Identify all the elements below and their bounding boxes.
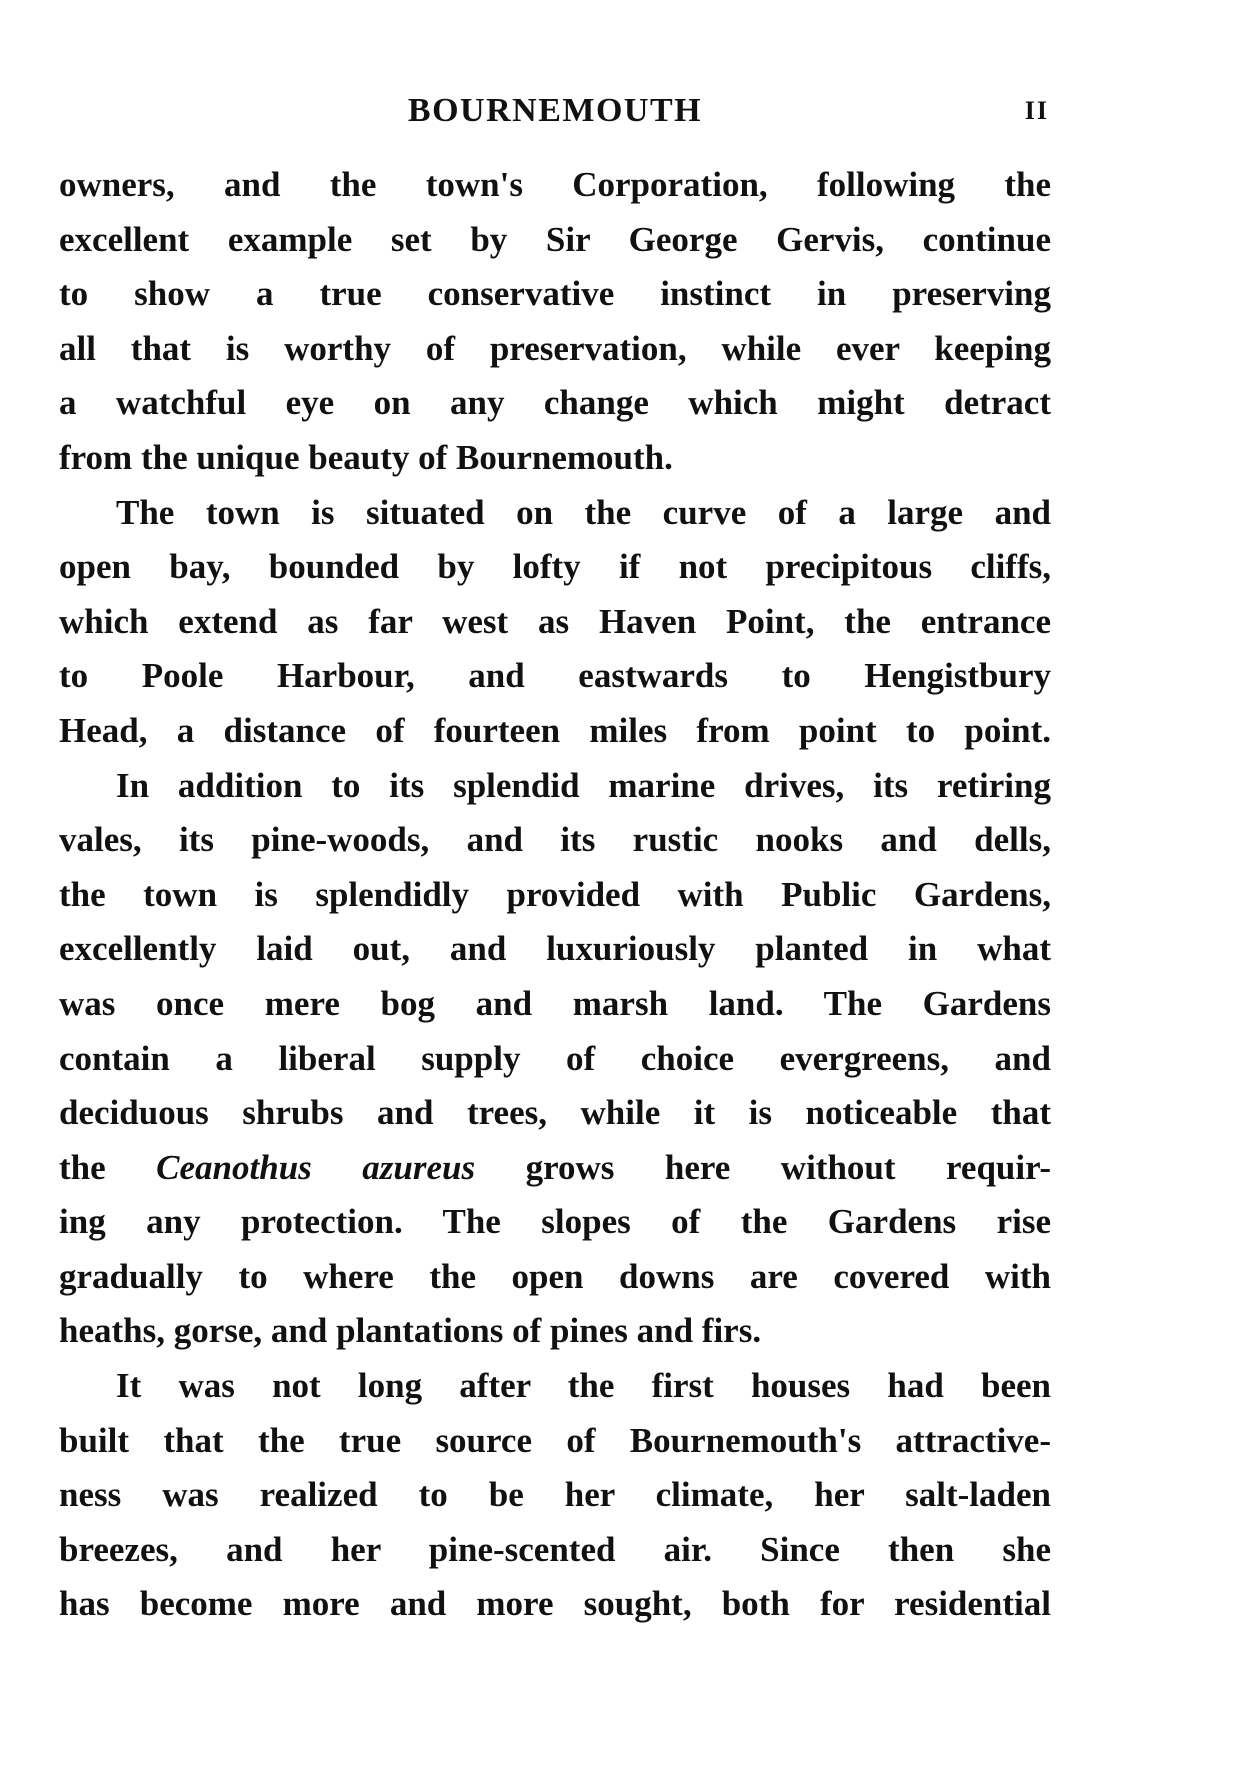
text-line: excellently laid out, and luxuriously planted in what — [59, 929, 1051, 969]
text-line — [59, 1141, 1051, 1196]
running-header — [59, 92, 1051, 136]
text-line: to Poole Harbour, and eastwards to Hengistbury — [59, 656, 1051, 696]
text-line: contain a liberal supply of choice evergreens, and — [59, 1038, 1051, 1078]
paragraph-start-line: It was not long after the first houses had been — [116, 1366, 1051, 1406]
running-title: BOURNEMOUTH — [407, 92, 703, 129]
text-line: which extend as far west as Haven Point, the entrance — [59, 601, 1051, 641]
text-line: all that is worthy of preservation, while ever keeping — [59, 328, 1051, 368]
text-line: breezes, and her pine-scented air. Since then she — [59, 1529, 1051, 1569]
text-line: open bay, bounded by lofty if not precipitous cliffs, — [59, 547, 1051, 587]
text-run: the — [59, 1147, 157, 1187]
italic-species-name: Ceanothus azureus — [156, 1147, 476, 1187]
text-line: ing any protection. The slopes of the Gardens rise — [59, 1202, 1051, 1242]
paragraph-start-line: The town is situated on the curve of a large and — [116, 492, 1051, 532]
text-line: built that the true source of Bournemouth's attractive- — [59, 1420, 1051, 1460]
text-line: was once mere bog and marsh land. The Gardens — [59, 983, 1051, 1023]
text-line: vales, its pine-woods, and its rustic nooks and dells, — [59, 820, 1051, 860]
page-number: II — [1024, 96, 1049, 125]
text-line: Head, a distance of fourteen miles from point to point. — [59, 710, 1051, 750]
text-line: gradually to where the open downs are covered with — [59, 1256, 1051, 1296]
text-line: heaths, gorse, and plantations of pines and firs. — [59, 1311, 762, 1351]
text-line: deciduous shrubs and trees, while it is noticeable that — [59, 1093, 1051, 1133]
text-line: excellent example set by Sir George Gervis, continue — [59, 219, 1051, 259]
text-line: owners, and the town's Corporation, following the — [59, 165, 1051, 204]
text-line: has become more and more sought, both for residential — [59, 1584, 1051, 1624]
paragraph-start-line: In addition to its splendid marine drives, its retiring — [116, 765, 1051, 805]
text-run: grows here without requir- — [475, 1147, 1052, 1187]
text-line: from the unique beauty of Bournemouth. — [59, 437, 673, 477]
text-line: a watchful eye on any change which might detract — [59, 383, 1051, 423]
text-line: the town is splendidly provided with Public Gardens, — [59, 874, 1051, 914]
body-text — [59, 158, 1051, 1632]
text-line: ness was realized to be her climate, her salt-laden — [59, 1475, 1051, 1515]
text-line: to show a true conservative instinct in preserving — [59, 274, 1051, 314]
